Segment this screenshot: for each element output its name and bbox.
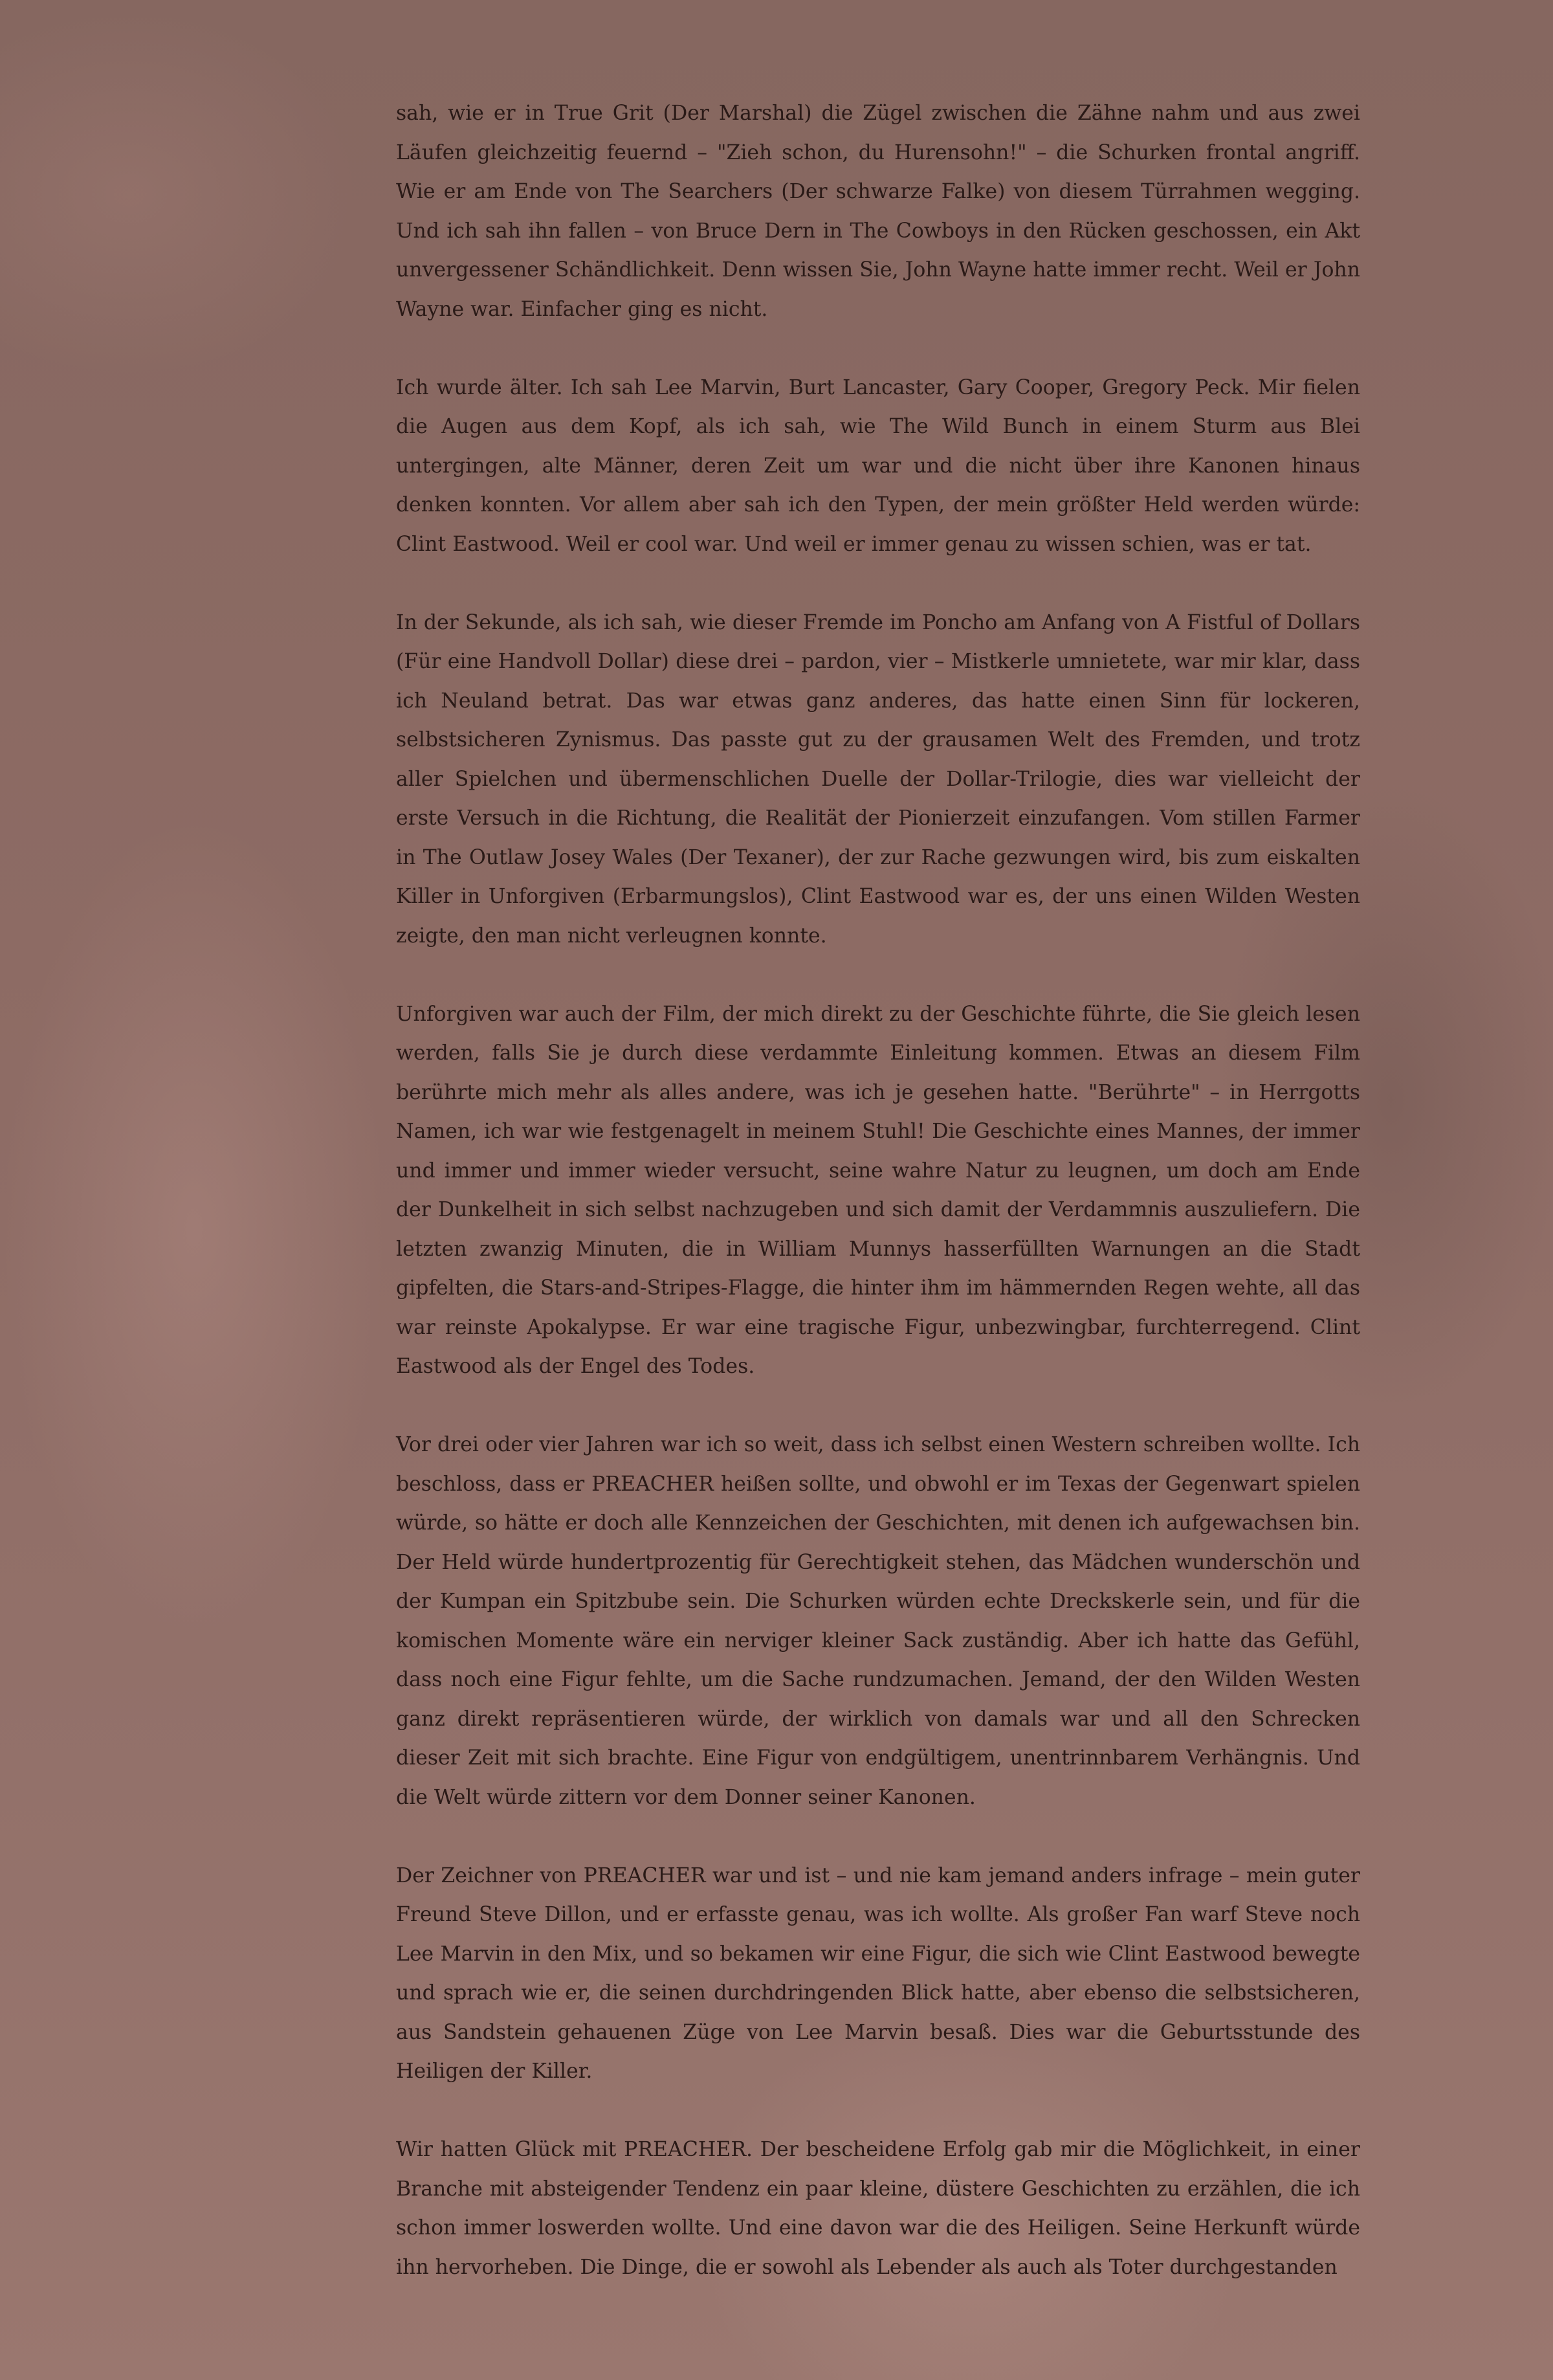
paragraph-5: Vor drei oder vier Jahren war ich so weit, dass ich selbst einen Western schreiben wollte. Ich beschloss, dass er PREACHER heißen sollte, und obwohl er im Texas der Gegenwart spielen würde, so hätte er doch alle Kennzeichen der Geschichten, mit denen ich aufgewachsen bin. Der Held würde hundertprozentig für Gerechtigkeit stehen, das Mädchen wunderschön und der Kumpan ein Spitzbube sein. Die Schurken würden echte Dreckskerle sein, und für die komischen Momente wäre ein nerviger kleiner Sack zuständig. Aber ich hatte das Gefühl, dass noch eine Figur fehlte, um die Sache rundzumachen. Jemand, der den Wilden Westen ganz direkt repräsentieren würde, der wirklich von damals war und all den Schrecken dieser Zeit mit sich brachte. Eine Figur von endgültigem, unentrinnbarem Verhängnis. Und die Welt würde zittern vor dem Donner seiner Kanonen. [396,1433,1360,1809]
paragraph-1: sah, wie er in True Grit (Der Marshal) die Zügel zwischen die Zähne nahm und aus zwei Läufen gleichzeitig feuernd – "Zieh schon, du Hurensohn!" – die Schurken frontal angriff. Wie er am Ende von The Searchers (Der schwarze Falke) von diesem Türrahmen wegging. Und ich sah ihn fallen – von Bruce Dern in The Cowboys in den Rücken geschossen, ein Akt unvergessener Schändlichkeit. Denn wissen Sie, John Wayne hatte immer recht. Weil er John Wayne war. Einfacher ging es nicht. [396,102,1360,321]
paragraph-6: Der Zeichner von PREACHER war und ist – und nie kam jemand anders infrage – mein guter Freund Steve Dillon, und er erfasste genau, was ich wollte. Als großer Fan warf Steve noch Lee Marvin in den Mix, und so bekamen wir eine Figur, die sich wie Clint Eastwood bewegte und sprach wie er, die seinen durchdringenden Blick hatte, aber ebenso die selbstsicheren, aus Sandstein gehauenen Züge von Lee Marvin besaß. Dies war die Geburtsstunde des Heiligen der Killer. [396,1863,1360,2083]
paragraph-7: Wir hatten Glück mit PREACHER. Der bescheidene Erfolg gab mir die Möglichkeit, in einer Branche mit absteigender Tendenz ein paar kleine, düstere Geschichten zu erzählen, die ich schon immer loswerden wollte. Und eine davon war die des Heiligen. Seine Herkunft würde ihn hervorheben. Die Dinge, die er sowohl als Lebender als auch als Toter durchgestanden [396,2138,1360,2279]
paragraph-4: Unforgiven war auch der Film, der mich direkt zu der Geschichte führte, die Sie gleich lesen werden, falls Sie je durch diese verdammte Einleitung kommen. Etwas an diesem Film berührte mich mehr als alles andere, was ich je gesehen hatte. "Berührte" – in Herrgotts Namen, ich war wie festgenagelt in meinem Stuhl! Die Geschichte eines Mannes, der immer und immer und immer wieder versucht, seine wahre Natur zu leugnen, um doch am Ende der Dunkelheit in sich selbst nachzugeben und sich damit der Verdammnis auszuliefern. Die letzten zwanzig Minuten, die in William Munnys hasserfüllten Warnungen an die Stadt gipfelten, die Stars-and-Stripes-Flagge, die hinter ihm im hämmernden Regen wehte, all das war reinste Apokalypse. Er war eine tragische Figur, unbezwingbar, furchterregend. Clint Eastwood als der Engel des Todes. [396,1002,1360,1378]
paragraph-3: In der Sekunde, als ich sah, wie dieser Fremde im Poncho am Anfang von A Fistful of Dollars (Für eine Handvoll Dollar) diese drei – pardon, vier – Mistkerle umnietete, war mir klar, dass ich Neuland betrat. Das war etwas ganz anderes, das hatte einen Sinn für lockeren, selbstsicheren Zynismus. Das passte gut zu der grausamen Welt des Fremden, und trotz aller Spielchen und übermenschlichen Duelle der Dollar-Trilogie, dies war vielleicht der erste Versuch in die Richtung, die Realität der Pionierzeit einzufangen. Vom stillen Farmer in The Outlaw Josey Wales (Der Texaner), der zur Rache gezwungen wird, bis zum eiskalten Killer in Unforgiven (Erbarmungslos), Clint Eastwood war es, der uns einen Wilden Westen zeigte, den man nicht verleugnen konnte. [396,610,1360,948]
body-text [396,94,1360,2287]
paragraph-2: Ich wurde älter. Ich sah Lee Marvin, Burt Lancaster, Gary Cooper, Gregory Peck. Mir fielen die Augen aus dem Kopf, als ich sah, wie The Wild Bunch in einem Sturm aus Blei untergingen, alte Männer, deren Zeit um war und die nicht über ihre Kanonen hinaus denken konnten. Vor allem aber sah ich den Typen, der mein größter Held werden würde: Clint Eastwood. Weil er cool war. Und weil er immer genau zu wissen schien, was er tat. [396,375,1360,556]
